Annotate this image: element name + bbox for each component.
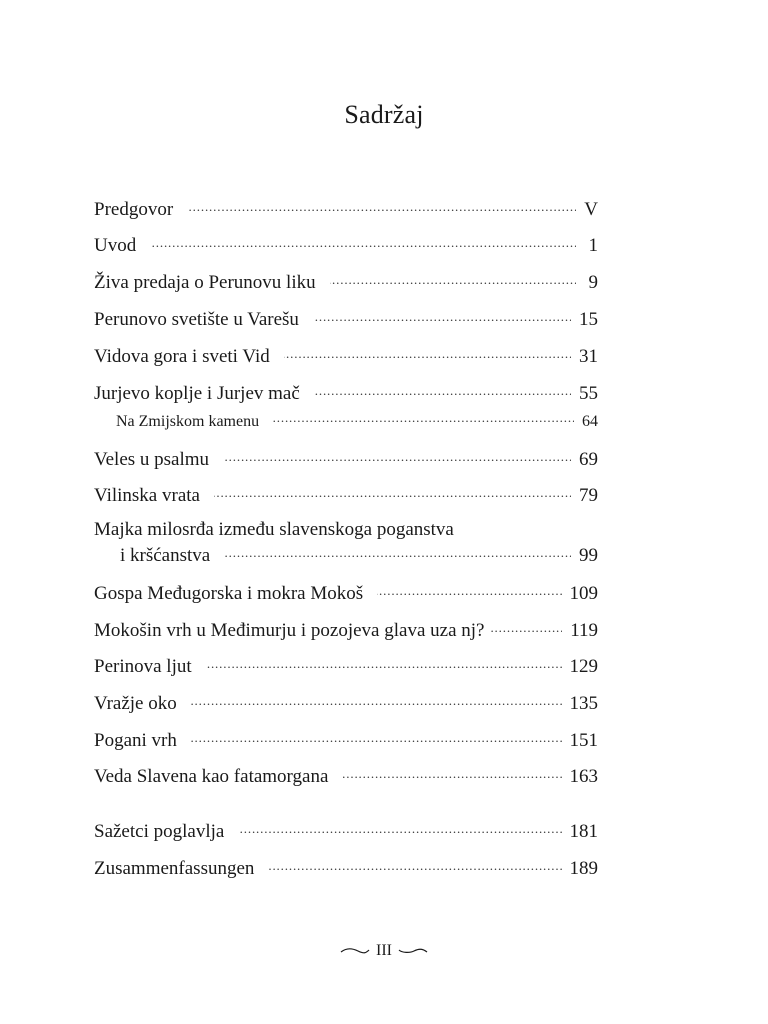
toc-entry-page: 55 (579, 383, 598, 404)
toc-entry-pogani-vrh[interactable] (94, 727, 598, 752)
toc-entry-label: Pogani vrh (94, 730, 177, 751)
dot-leader (314, 380, 571, 399)
dot-leader (206, 653, 562, 672)
toc-entry-page: 181 (569, 821, 598, 842)
dot-leader (224, 542, 571, 561)
toc-entry-label: Na Zmijskom kamenu (116, 413, 260, 430)
toc-entry-veda-slavena[interactable] (94, 763, 598, 788)
dot-leader (273, 410, 574, 426)
toc-entry-page: 15 (579, 309, 598, 330)
toc-entry-vilinska-vrata[interactable] (94, 482, 598, 507)
toc-entry-perinova-ljut[interactable] (94, 653, 598, 678)
dot-leader (313, 306, 571, 325)
toc-entry-veles[interactable] (94, 446, 598, 471)
toc-entry-label: Perinova ljut (94, 656, 192, 677)
page-title: Sadržaj (344, 100, 424, 129)
toc-entry-page: 135 (569, 693, 598, 714)
toc-entry-label: Vražje oko (94, 693, 177, 714)
toc-entry-page: 129 (569, 656, 598, 677)
toc-entry-vidova-gora[interactable] (94, 343, 598, 368)
dot-leader (191, 727, 562, 746)
toc-entry-label: Živa predaja o Perunovu liku (94, 272, 316, 293)
toc-entry-page: 99 (579, 545, 598, 566)
toc-entry-page: 109 (569, 583, 598, 604)
toc-entry-page: 64 (582, 413, 598, 430)
toc-entry-label: Predgovor (94, 199, 174, 220)
toc-entry-label: Veles u psalmu (94, 449, 210, 470)
page-number-folio (0, 942, 768, 960)
dot-leader (342, 763, 561, 782)
page-number: III (376, 942, 392, 959)
toc-entry-label: Vilinska vrata (94, 485, 200, 506)
toc-entry-page: 31 (579, 346, 598, 367)
toc-entry-page: 119 (570, 620, 598, 641)
dot-leader (150, 232, 576, 251)
toc-entry-page: 79 (579, 485, 598, 506)
toc-entry-perunovo-svetiste[interactable] (94, 306, 598, 331)
toc-entry-sazetci[interactable] (94, 818, 598, 843)
toc-entry-ziva-predaja[interactable] (94, 269, 598, 294)
dot-leader (187, 196, 576, 215)
toc-entry-label: Jurjevo koplje i Jurjev mač (94, 383, 300, 404)
toc-entry-label: i kršćanstva (120, 545, 211, 566)
flourish-left-icon (340, 946, 370, 956)
toc-entry-majka-milosrda[interactable] (94, 542, 598, 567)
dot-leader (191, 690, 562, 709)
toc-entry-predgovor[interactable] (94, 196, 598, 221)
toc-entry-label: Vidova gora i sveti Vid (94, 346, 270, 367)
toc-entry-vrazje-oko[interactable] (94, 690, 598, 715)
dot-leader (238, 818, 561, 837)
toc-entry-gospa-medugorska[interactable] (94, 580, 598, 605)
dot-leader (377, 580, 561, 599)
dot-leader (490, 617, 562, 636)
toc-entry-page: 1 (588, 235, 598, 256)
toc-entry-mokosin-vrh[interactable] (94, 617, 598, 642)
toc-entry-majka-milosrda-line1[interactable]: Majka milosrđa između slavenskoga poganstva (94, 519, 454, 540)
toc-entry-jurjevo-koplje[interactable] (94, 380, 598, 405)
toc-entry-zusammenfassungen[interactable] (94, 855, 598, 880)
toc-entry-page: 69 (579, 449, 598, 470)
toc-entry-page: 151 (569, 730, 598, 751)
toc-entry-page: 9 (588, 272, 598, 293)
toc-entry-label: Uvod (94, 235, 137, 256)
toc-entry-label: Veda Slavena kao fatamorgana (94, 766, 329, 787)
toc-entry-label: Mokošin vrh u Međimurju i pozojeva glava uza nj? (94, 620, 485, 641)
dot-leader (268, 855, 561, 874)
toc-entry-page: 163 (569, 766, 598, 787)
toc-entry-uvod[interactable] (94, 232, 598, 257)
dot-leader (284, 343, 571, 362)
toc-entry-label: Zusammenfassungen (94, 858, 255, 879)
toc-entry-page: V (584, 199, 598, 220)
flourish-right-icon (398, 946, 428, 956)
dot-leader (223, 446, 571, 465)
dot-leader (330, 269, 576, 288)
toc-entry-label: Gospa Međugorska i mokra Mokoš (94, 583, 364, 604)
toc-entry-page: 189 (569, 858, 598, 879)
toc-subentry-zmijski-kamen[interactable] (94, 410, 598, 431)
toc-entry-label: Sažetci poglavlja (94, 821, 225, 842)
toc-entry-label: Perunovo svetište u Varešu (94, 309, 299, 330)
dot-leader (214, 482, 571, 501)
